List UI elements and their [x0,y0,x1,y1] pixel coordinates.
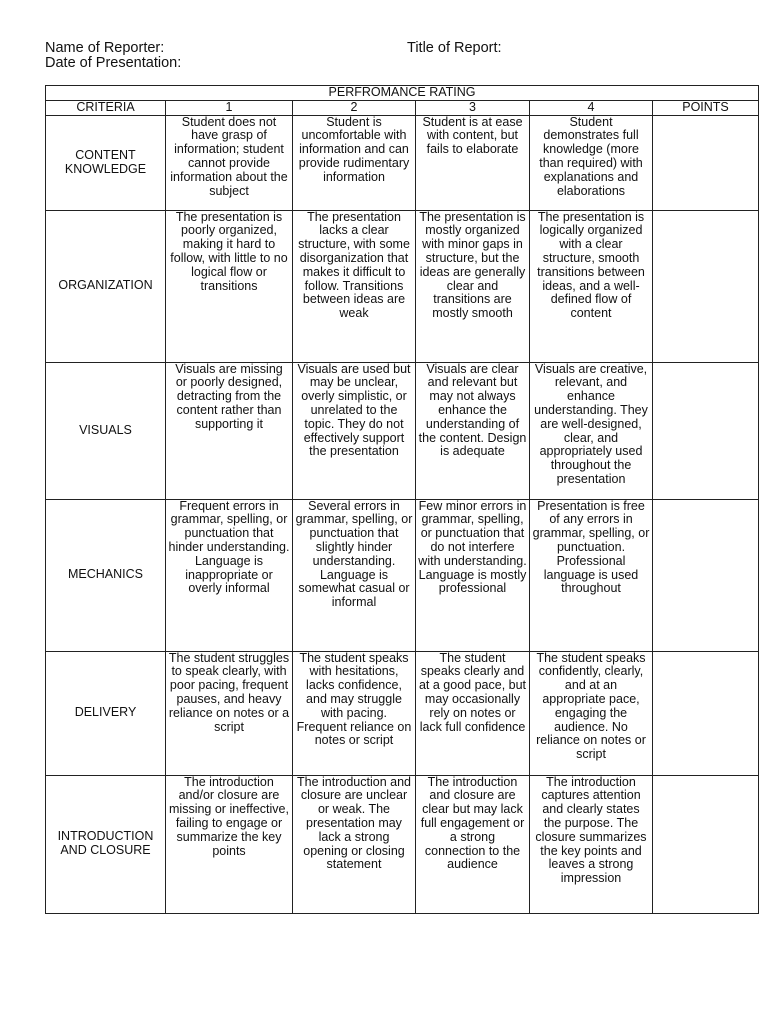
rating-3-cell: Student is at ease with content, but fails to elaborate [416,115,530,210]
table-row [46,362,759,499]
points-cell[interactable] [653,210,759,362]
table-title: PERFROMANCE RATING [46,86,759,101]
rating-1-cell: Frequent errors in grammar, spelling, or punctuation that hinder understanding. Language is inappropriate or overly informal [166,499,293,651]
rating-1-cell: Visuals are missing or poorly designed, detracting from the content rather than supporting it [166,362,293,499]
rating-3-cell: The introduction and closure are clear but may lack full engagement or a strong connection to the audience [416,775,530,913]
title-of-report-label: Title of Report: [407,40,502,56]
rating-2-cell: Several errors in grammar, spelling, or punctuation that slightly hinder understanding. Language is somewhat casual or informal [293,499,416,651]
table-row [46,499,759,651]
points-cell[interactable] [653,362,759,499]
rating-2-cell: The student speaks with hesitations, lacks confidence, and may struggle with pacing. Frequent reliance on notes or script [293,651,416,775]
rating-4-cell: Presentation is free of any errors in grammar, spelling, or punctuation. Professional language is used throughout [530,499,653,651]
points-cell[interactable] [653,499,759,651]
rating-4-cell: The presentation is logically organized with a clear structure, smooth transitions between ideas, and a well-defined flow of content [530,210,653,362]
points-cell[interactable] [653,115,759,210]
rating-4-cell: The student speaks confidently, clearly, and at an appropriate pace, engaging the audience. No reliance on notes or script [530,651,653,775]
rating-4-cell: The introduction captures attention and clearly states the purpose. The closure summarizes the key points and leaves a strong impression [530,775,653,913]
name-of-reporter-label: Name of Reporter: [45,40,165,56]
column-header-rating-4: 4 [530,100,653,115]
rating-3-cell: Few minor errors in grammar, spelling, or punctuation that do not interfere with understanding. Language is mostly professional [416,499,530,651]
points-cell[interactable] [653,775,759,913]
rating-3-cell: The presentation is mostly organized with minor gaps in structure, but the ideas are generally clear and transitions are mostly smooth [416,210,530,362]
rating-2-cell: The introduction and closure are unclear or weak. The presentation may lack a strong opening or closing statement [293,775,416,913]
rating-3-cell: The student speaks clearly and at a good pace, but may occasionally rely on notes or lack full confidence [416,651,530,775]
column-header-criteria: CRITERIA [46,100,166,115]
criteria-cell: DELIVERY [46,651,166,775]
rating-4-cell: Student demonstrates full knowledge (more than required) with explanations and elaborations [530,115,653,210]
rating-3-cell: Visuals are clear and relevant but may not always enhance the understanding of the content. Design is adequate [416,362,530,499]
rating-2-cell: Student is uncomfortable with information and can provide rudimentary information [293,115,416,210]
column-header-rating-1: 1 [166,100,293,115]
rating-1-cell: The presentation is poorly organized, making it hard to follow, with little to no logical flow or transitions [166,210,293,362]
rating-1-cell: The student struggles to speak clearly, with poor pacing, frequent pauses, and heavy reliance on notes or a script [166,651,293,775]
criteria-cell: MECHANICS [46,499,166,651]
table-row [46,115,759,210]
table-title-row [46,86,759,101]
performance-rating-table [45,85,759,914]
criteria-cell: ORGANIZATION [46,210,166,362]
column-header-rating-2: 2 [293,100,416,115]
table-row [46,775,759,913]
criteria-cell: VISUALS [46,362,166,499]
rating-1-cell: The introduction and/or closure are missing or ineffective, failing to engage or summarize the key points [166,775,293,913]
column-header-points: POINTS [653,100,759,115]
date-of-presentation-label: Date of Presentation: [45,55,182,71]
table-header-row [46,100,759,115]
table-row [46,210,759,362]
criteria-cell: CONTENT KNOWLEDGE [46,115,166,210]
points-cell[interactable] [653,651,759,775]
rating-4-cell: Visuals are creative, relevant, and enhance understanding. They are well-designed, clear, and appropriately used throughout the presentation [530,362,653,499]
table-row [46,651,759,775]
rating-1-cell: Student does not have grasp of information; student cannot provide information about the subject [166,115,293,210]
rating-2-cell: The presentation lacks a clear structure, with some disorganization that makes it difficult to follow. Transitions between ideas are weak [293,210,416,362]
rating-2-cell: Visuals are used but may be unclear, overly simplistic, or unrelated to the topic. They do not effectively support the presentation [293,362,416,499]
column-header-rating-3: 3 [416,100,530,115]
criteria-cell: INTRODUCTION AND CLOSURE [46,775,166,913]
